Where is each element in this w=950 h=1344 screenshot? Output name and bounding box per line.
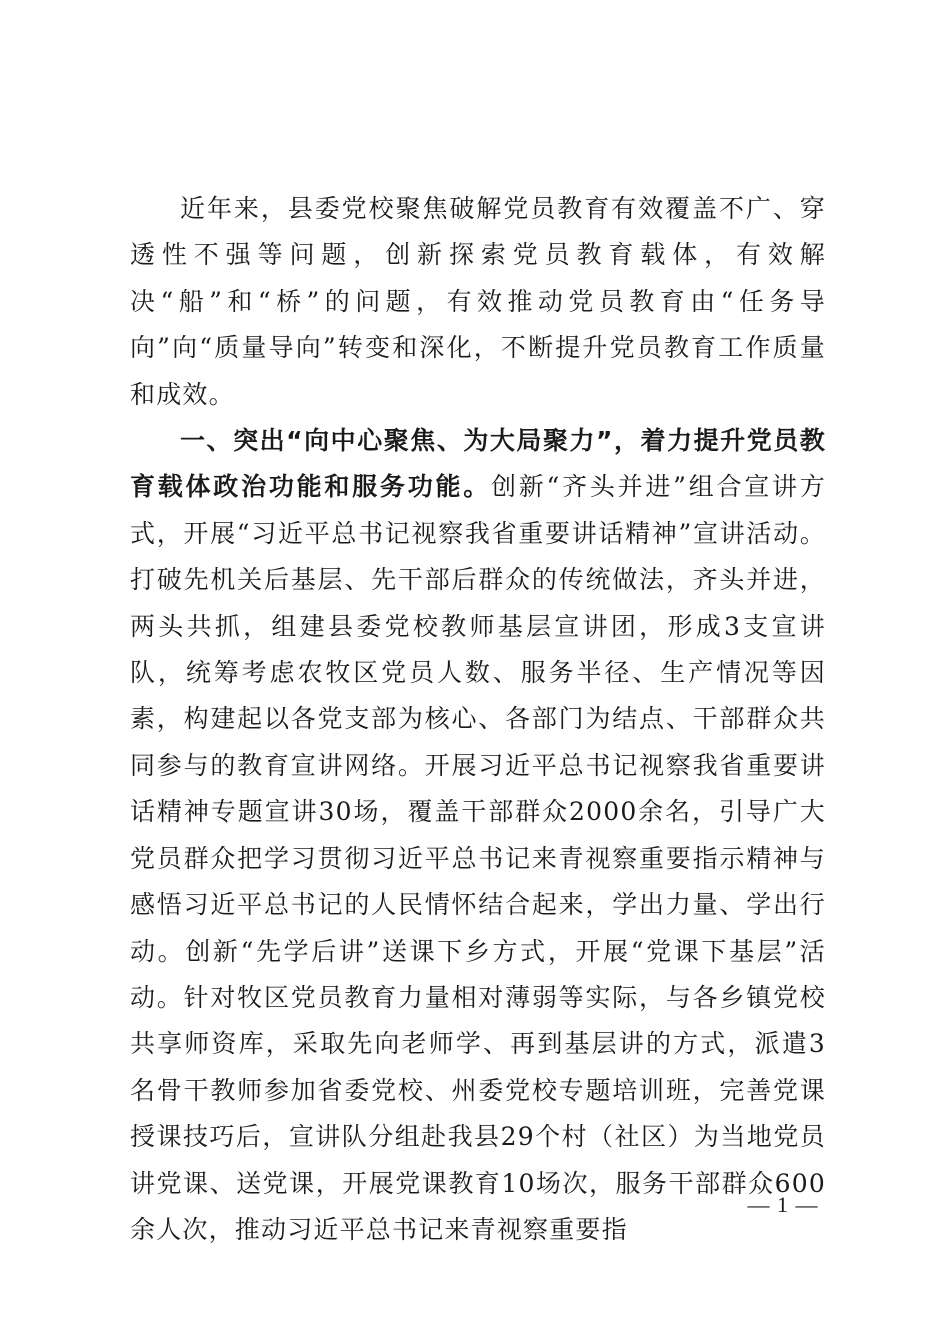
document-body bbox=[130, 186, 826, 1253]
section-one-heading: 一、突出“向中心聚焦、为大局聚力”，着力提升党员教育载体政治功能和服务功能。 bbox=[130, 426, 826, 502]
page-number: — 1 — bbox=[747, 1192, 819, 1217]
paragraph-intro-text: 近年来，县委党校聚焦破解党员教育有效覆盖不广、穿透性不强等问题，创新探索党员教育载体，有效解决“船”和“桥”的问题，有效推动党员教育由“任务导向”向“质量导向”转变和深化，不断提升党员教育工作质量和成效。 bbox=[130, 194, 826, 409]
paragraph-section-one bbox=[130, 418, 826, 1253]
section-one-text: 创新“齐头并进”组合宣讲方式，开展“习近平总书记视察我省重要讲话精神”宣讲活动。打破先机关后基层、先干部后群众的传统做法，齐头并进，两头共抓，组建县委党校教师基层宣讲团，形成3支宣讲队，统筹考虑农牧区党员人数、服务半径、生产情况等因素，构建起以各党支部为核心、各部门为结点、干部群众共同参与的教育宣讲网络。开展习近平总书记视察我省重要讲话精神专题宣讲30场，覆盖干部群众2000余名，引导广大党员群众把学习贯彻习近平总书记来青视察重要指示精神与感悟习近平总书记的人民情怀结合起来，学出力量、学出行动。创新“先学后讲”送课下乡方式，开展“党课下基层”活动。针对牧区党员教育力量相对薄弱等实际，与各乡镇党校共享师资库，采取先向老师学、再到基层讲的方式，派遣3名骨干教师参加省委党校、州委党校专题培训班，完善党课授课技巧后，宣讲队分组赴我县29个村（社区）为当地党员讲党课、送党课，开展党课教育10场次，服务干部群众600余人次，推动习近平总书记来青视察重要指 bbox=[130, 472, 826, 1244]
paragraph-intro bbox=[130, 186, 826, 418]
